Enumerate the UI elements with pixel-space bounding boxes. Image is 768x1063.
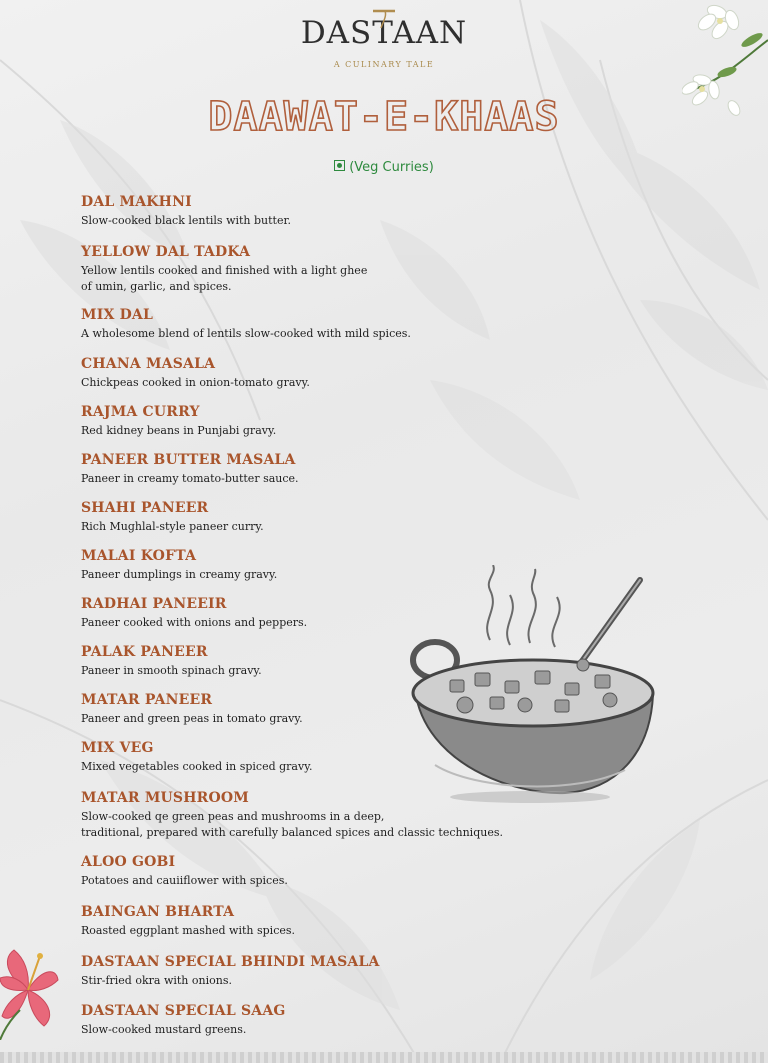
menu-item — [81, 903, 681, 939]
menu-item-name: MIX DAL — [81, 307, 154, 323]
menu-item — [81, 451, 681, 487]
menu-item-description: Yellow lentils cooked and finished with a light ghee of umin, garlic, and spices. — [81, 264, 368, 293]
menu-item-name: RAJMA CURRY — [81, 404, 200, 420]
menu-item — [81, 953, 681, 989]
menu-item-description: Slow-cooked qe green peas and mushrooms in a deep, traditional, prepared with carefully balanced spices and classic techniques. — [81, 810, 503, 839]
menu-item-name: DASTAAN SPECIAL SAAG — [81, 1003, 286, 1019]
menu-item-name: PALAK PANEER — [81, 644, 208, 660]
menu-item-name: MIX VEG — [81, 740, 154, 756]
menu-title: DAAWAT-E-KHAAS — [208, 94, 560, 140]
menu-item — [81, 306, 681, 342]
menu-subtitle-text: (Veg Curries) — [349, 160, 434, 175]
menu-item-name: DASTAAN SPECIAL BHINDI MASALA — [81, 954, 380, 970]
menu-item-description: A wholesome blend of lentils slow-cooked with mild spices. — [81, 327, 411, 340]
menu-item — [81, 853, 681, 889]
menu-item-description: Chickpeas cooked in onion-tomato gravy. — [81, 376, 310, 389]
menu-item-name: MALAI KOFTA — [81, 548, 197, 564]
menu-item-description: Paneer dumplings in creamy gravy. — [81, 568, 278, 581]
menu-item-name: MATAR MUSHROOM — [81, 790, 249, 806]
menu-item-description: Paneer cooked with onions and peppers. — [81, 616, 308, 629]
menu-item — [81, 355, 681, 391]
menu-item-description: Paneer in smooth spinach gravy. — [81, 664, 262, 677]
menu-item-name: BAINGAN BHARTA — [81, 904, 235, 920]
menu-item — [81, 243, 681, 294]
menu-item-description: Stir-fried okra with onions. — [81, 974, 232, 987]
menu-item — [81, 1002, 681, 1038]
menu-item — [81, 691, 681, 727]
brand-name: DASTAAN — [300, 15, 468, 51]
menu-item-description: Red kidney beans in Punjabi gravy. — [81, 424, 277, 437]
menu-item-name: DAL MAKHNI — [81, 194, 192, 210]
quill-logo-icon — [371, 8, 397, 30]
menu-item-name: MATAR PANEER — [81, 692, 213, 708]
veg-mark-icon — [334, 160, 345, 171]
menu-item-name: PANEER BUTTER MASALA — [81, 452, 296, 468]
menu-item-description: Roasted eggplant mashed with spices. — [81, 924, 296, 937]
menu-subtitle — [0, 160, 768, 175]
menu-item-description: Mixed vegetables cooked in spiced gravy. — [81, 760, 313, 773]
menu-item — [81, 403, 681, 439]
menu-item-name: CHANA MASALA — [81, 356, 216, 372]
menu-item-name: SHAHI PANEER — [81, 500, 209, 516]
menu-item — [81, 789, 681, 840]
menu-item-description: Slow-cooked mustard greens. — [81, 1023, 247, 1036]
menu-item-description: Rich Mughlal-style paneer curry. — [81, 520, 264, 533]
menu-item — [81, 595, 681, 631]
menu-item — [81, 739, 681, 775]
menu-item-name: ALOO GOBI — [81, 854, 176, 870]
menu-item-name: RADHAI PANEEIR — [81, 596, 227, 612]
brand-tagline: A CULINARY TALE — [333, 60, 435, 69]
menu-item — [81, 499, 681, 535]
menu-item-description: Slow-cooked black lentils with butter. — [81, 214, 292, 227]
menu-item-description: Paneer and green peas in tomato gravy. — [81, 712, 303, 725]
menu-item-description: Potatoes and cauiiflower with spices. — [81, 874, 288, 887]
menu-item — [81, 193, 681, 229]
menu-item — [81, 547, 681, 583]
menu-item-description: Paneer in creamy tomato-butter sauce. — [81, 472, 299, 485]
menu-item-name: YELLOW DAL TADKA — [81, 244, 251, 260]
menu-item — [81, 643, 681, 679]
